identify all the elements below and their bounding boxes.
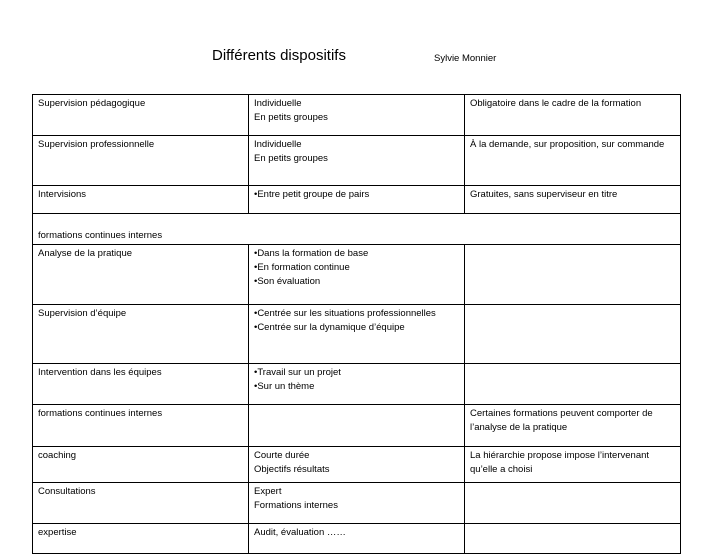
table-row (33, 136, 681, 186)
cell-conditions (465, 524, 681, 554)
cell-modalites: •Entre petit groupe de pairs (249, 186, 465, 214)
author-name: Sylvie Monnier (434, 53, 497, 64)
table-row (33, 95, 681, 136)
table-row (33, 305, 681, 364)
table-row (33, 447, 681, 483)
cell-dispositif: expertise (33, 524, 249, 554)
cell-modalites: •Dans la formation de base •En formation continue •Son évaluation (249, 245, 465, 305)
cell-conditions: Certaines formations peuvent comporter de l’analyse de la pratique (465, 405, 681, 447)
cell-dispositif: Supervision professionnelle (33, 136, 249, 186)
section-row (33, 214, 681, 245)
table-row (33, 245, 681, 305)
cell-dispositif: Supervision d’équipe (33, 305, 249, 364)
dispositifs-table (32, 94, 681, 554)
cell-modalites: Individuelle En petits groupes (249, 136, 465, 186)
table-row (33, 405, 681, 447)
cell-conditions (465, 245, 681, 305)
table-row (33, 483, 681, 524)
cell-modalites: •Centrée sur les situations professionnelles •Centrée sur la dynamique d’équipe (249, 305, 465, 364)
table-row (33, 524, 681, 554)
cell-modalites: •Travail sur un projet •Sur un thème (249, 364, 465, 405)
table-row (33, 186, 681, 214)
cell-dispositif: coaching (33, 447, 249, 483)
cell-conditions: Obligatoire dans le cadre de la formation (465, 95, 681, 136)
cell-dispositif: Intervention dans les équipes (33, 364, 249, 405)
cell-dispositif: Supervision pédagogique (33, 95, 249, 136)
cell-dispositif: Intervisions (33, 186, 249, 214)
section-heading: formations continues internes (33, 214, 681, 245)
cell-conditions (465, 364, 681, 405)
cell-dispositif: Analyse de la pratique (33, 245, 249, 305)
cell-modalites: Audit, évaluation …… (249, 524, 465, 554)
cell-conditions: À la demande, sur proposition, sur commande (465, 136, 681, 186)
cell-modalites: Individuelle En petits groupes (249, 95, 465, 136)
cell-conditions: La hiérarchie propose impose l’intervenant qu’elle a choisi (465, 447, 681, 483)
cell-modalites (249, 405, 465, 447)
page-title: Différents dispositifs (212, 47, 346, 64)
table-row (33, 364, 681, 405)
cell-conditions (465, 483, 681, 524)
cell-conditions (465, 305, 681, 364)
cell-dispositif: formations continues internes (33, 405, 249, 447)
cell-dispositif: Consultations (33, 483, 249, 524)
cell-conditions: Gratuites, sans superviseur en titre (465, 186, 681, 214)
cell-modalites: Expert Formations internes (249, 483, 465, 524)
cell-modalites: Courte durée Objectifs résultats (249, 447, 465, 483)
